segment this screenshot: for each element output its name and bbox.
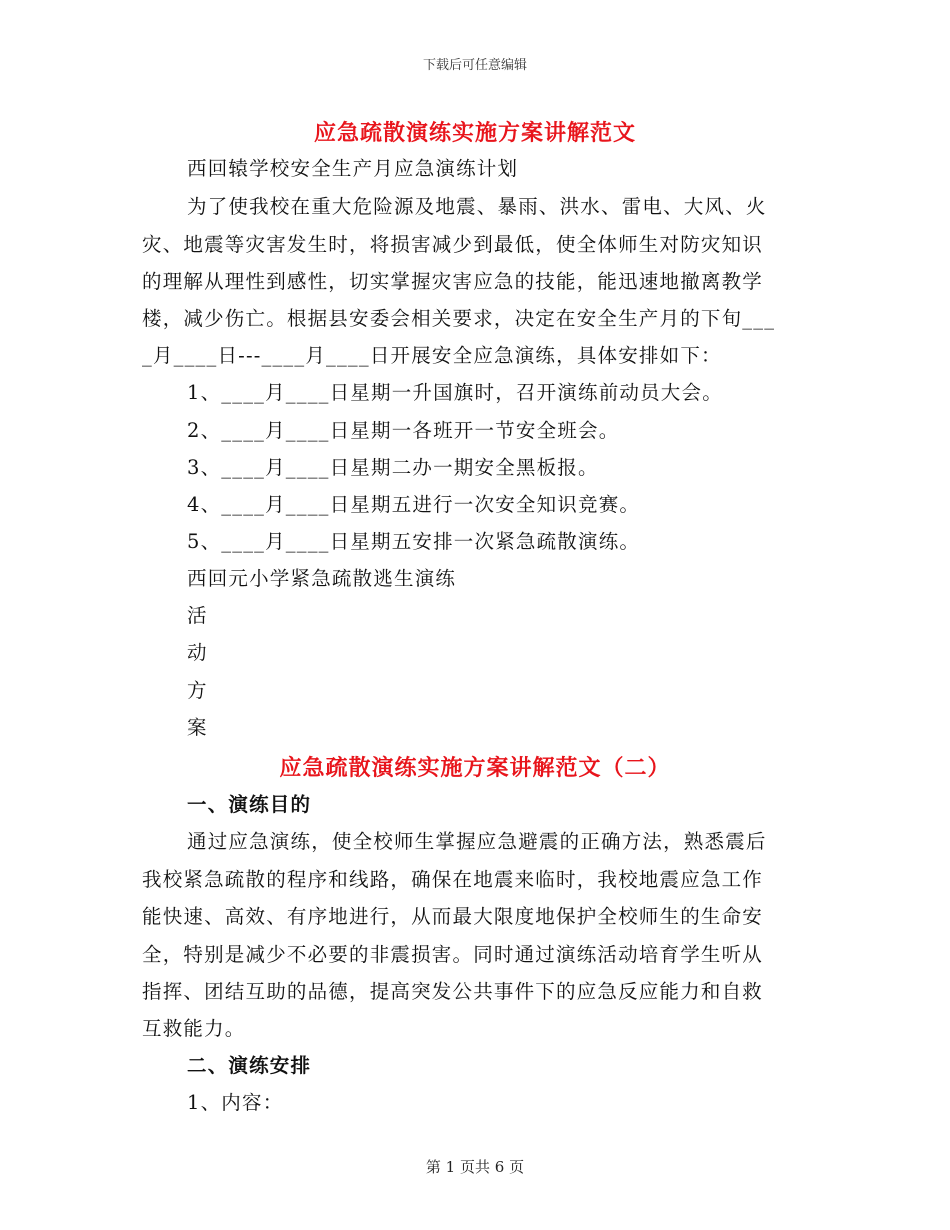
vertical-char: 动	[187, 641, 208, 664]
document-title: 应急疏散演练实施方案讲解范文	[313, 120, 636, 146]
vertical-char: 活	[187, 604, 208, 627]
paragraph-line: 为了使我校在重大危险源及地震、暴雨、洪水、雷电、大风、火	[187, 195, 767, 218]
paragraph-line: 互救能力。	[142, 1017, 246, 1040]
heading-arrangement: 二、演练安排	[187, 1054, 312, 1077]
paragraph-line: 能快速、高效、有序地进行，从而最大限度地保护全校师生的生命安	[142, 905, 764, 928]
page-header: 下载后可任意编辑	[422, 58, 527, 73]
paragraph-line: _月____日---____月____日开展安全应急演练，具体安排如下：	[142, 344, 722, 367]
paragraph-line: 全，特别是减少不必要的非震损害。同时通过演练活动培育学生听从	[142, 943, 764, 966]
paragraph-line: 1、内容：	[187, 1091, 284, 1114]
paragraph-line: 灾、地震等灾害发生时，将损害减少到最低，使全体师生对防灾知识	[142, 233, 764, 256]
paragraph-line: 楼，减少伤亡。根据县安委会相关要求，决定在安全生产月的下旬___	[142, 307, 776, 330]
heading-purpose: 一、演练目的	[187, 793, 312, 816]
list-item: 1、____月____日星期一升国旗时，召开演练前动员大会。	[187, 381, 723, 404]
vertical-char: 方	[187, 679, 208, 702]
list-item: 3、____月____日星期二办一期安全黑板报。	[187, 456, 599, 479]
page-footer: 第 1 页共 6 页	[425, 1158, 525, 1176]
paragraph-line: 的理解从理性到感性，切实掌握灾害应急的技能，能迅速地撤离教学	[142, 270, 764, 293]
section-title: 应急疏散演练实施方案讲解范文（二）	[279, 755, 671, 781]
paragraph-subtitle: 西回辕学校安全生产月应急演练计划	[187, 157, 519, 180]
list-item: 2、____月____日星期一各班开一节安全班会。	[187, 419, 620, 442]
paragraph-line: 通过应急演练，使全校师生掌握应急避震的正确方法，熟悉震后	[187, 830, 767, 853]
paragraph-line: 我校紧急疏散的程序和线路，确保在地震来临时，我校地震应急工作	[142, 868, 764, 891]
list-item: 4、____月____日星期五进行一次安全知识竞赛。	[187, 493, 641, 516]
vertical-char: 案	[187, 716, 208, 739]
paragraph-subtitle: 西回元小学紧急疏散逃生演练	[187, 567, 457, 590]
list-item: 5、____月____日星期五安排一次紧急疏散演练。	[187, 530, 641, 553]
paragraph-line: 指挥、团结互助的品德，提高突发公共事件下的应急反应能力和自救	[142, 980, 764, 1003]
